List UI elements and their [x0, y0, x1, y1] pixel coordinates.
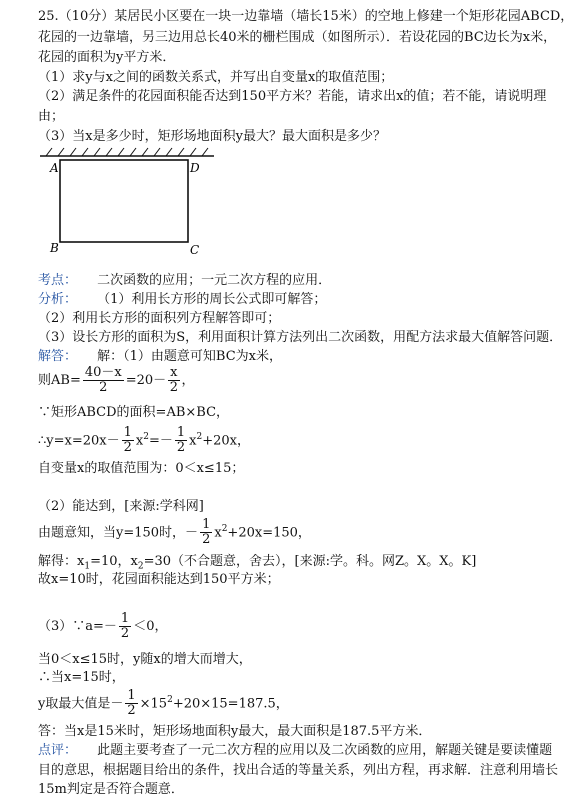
- garden-rectangle: [60, 160, 188, 242]
- part-2-equation: 由题意知，当y=150时，－ $\frac{1}{2}$ $x^2+20x=150$，: [38, 517, 311, 548]
- fraction-half-2: $\frac{1}{2}$: [176, 425, 186, 456]
- kaodian-line: [38, 272, 331, 290]
- part-3-when: ∴当x=15时，: [38, 670, 125, 685]
- problem-line-2: 花园的一边靠墙，另三边用总长40米的栅栏围成（如图所示）．若设花园的BC边长为x米，: [38, 30, 557, 45]
- label-c: C: [190, 243, 200, 257]
- fraction-half-1: $\frac{1}{2}$: [123, 425, 132, 456]
- jieda-step-1: 解：（1）由题意可知BC为x米，: [97, 349, 283, 364]
- question-2-part-a: （2）满足条件的花园面积能否达到150平方米？若能，请求出x的值；若不能，请说明理: [38, 89, 547, 104]
- kaodian-tag: 考点：: [38, 273, 78, 288]
- fraction-half-4: $\frac{1}{2}$: [120, 611, 130, 641]
- part-2-conclusion: 故x=10时，花园面积能达到150平方米；: [38, 572, 280, 587]
- label-a: A: [50, 161, 59, 175]
- dianping-line-2: 目的意思，根据题目给出的条件，找出合适的等量关系，列出方程，再求解．注意利用墙长: [38, 763, 559, 778]
- y-equation: ∴y=x=20x－ $\frac{1}{2}$ $x^2=-$ $\frac{1}{2}$ $x^2+20x$，: [38, 425, 251, 456]
- dianping-line-3: 15m判定是否符合题意．: [38, 782, 184, 797]
- garden-diagram: [38, 146, 218, 258]
- fraction-half-3: $\frac{1}{2}$: [202, 517, 211, 548]
- label-d: D: [190, 161, 200, 175]
- question-2-part-b: 由；: [38, 109, 65, 124]
- part-2-solution: 解得：$x_1=10$，$x_2=30$（不合题意，舍去），[来源:学。科。网Z。X。X。K]: [38, 554, 477, 572]
- dianping-tag: 点评：: [38, 743, 78, 758]
- fenxi-text-1: （1）利用长方形的周长公式即可解答；: [97, 292, 327, 307]
- jieda-tag: 解答：: [38, 349, 78, 364]
- dianping-line-1: [38, 742, 552, 760]
- fenxi-line-3: （3）设长方形的面积为S，利用面积计算方法列出二次函数，用配方法求最大值解答问题．: [38, 330, 563, 345]
- part-2-title: （2）能达到，[来源:学科网]: [38, 499, 204, 514]
- area-statement: ∵矩形ABCD的面积=AB×BC，: [38, 405, 230, 420]
- problem-line-1: 25.（10分）某居民小区要在一块一边靠墙（墙长15米）的空地上修建一个矩形花园ABCD，: [38, 9, 574, 24]
- fenxi-line-2: （2）利用长方形的面积列方程解答即可；: [38, 311, 281, 326]
- part-3-condition: （3）∵a=－ $\frac{1}{2}$ ＜0，: [38, 611, 168, 641]
- range-statement: 自变量x的取值范围为：0＜x≤15；: [38, 461, 245, 476]
- dianping-text-1: 此题主要考查了一元二次方程的应用以及二次函数的应用，解题关键是要读懂题: [97, 743, 553, 758]
- kaodian-text: 二次函数的应用；一元二次方程的应用．: [97, 273, 332, 288]
- fraction-ab: $\frac{40-x}{2}$: [84, 365, 122, 395]
- final-answer: 答：当x是15米时，矩形场地面积y最大，最大面积是187.5平方米．: [38, 724, 432, 739]
- fraction-half-5: $\frac{1}{2}$: [127, 688, 136, 719]
- ab-equation: 则AB= $\frac{40-x}{2}$ =20－ $\frac{x}{2}$ ，: [38, 365, 195, 395]
- jieda-line-1: [38, 348, 282, 366]
- label-b: B: [50, 241, 59, 255]
- part-3-monotonic: 当0＜x≤15时，y随x的增大而增大，: [38, 652, 252, 667]
- problem-line-3: 花园的面积为y平方米．: [38, 50, 176, 65]
- wall-hatching: [46, 148, 208, 156]
- fraction-x-over-2: $\frac{x}{2}$: [169, 365, 178, 395]
- question-1: （1）求y与x之间的函数关系式，并写出自变量x的取值范围；: [38, 70, 394, 85]
- fenxi-line-1: [38, 291, 326, 309]
- fenxi-tag: 分析：: [38, 292, 78, 307]
- part-3-max-value: y取最大值是－ $\frac{1}{2}$ $\times 15^2+20\times 15=187.5$，: [38, 688, 289, 719]
- question-3: （3）当x是多少时，矩形场地面积y最大？最大面积是多少？: [38, 129, 386, 144]
- garden-figure: [38, 146, 218, 258]
